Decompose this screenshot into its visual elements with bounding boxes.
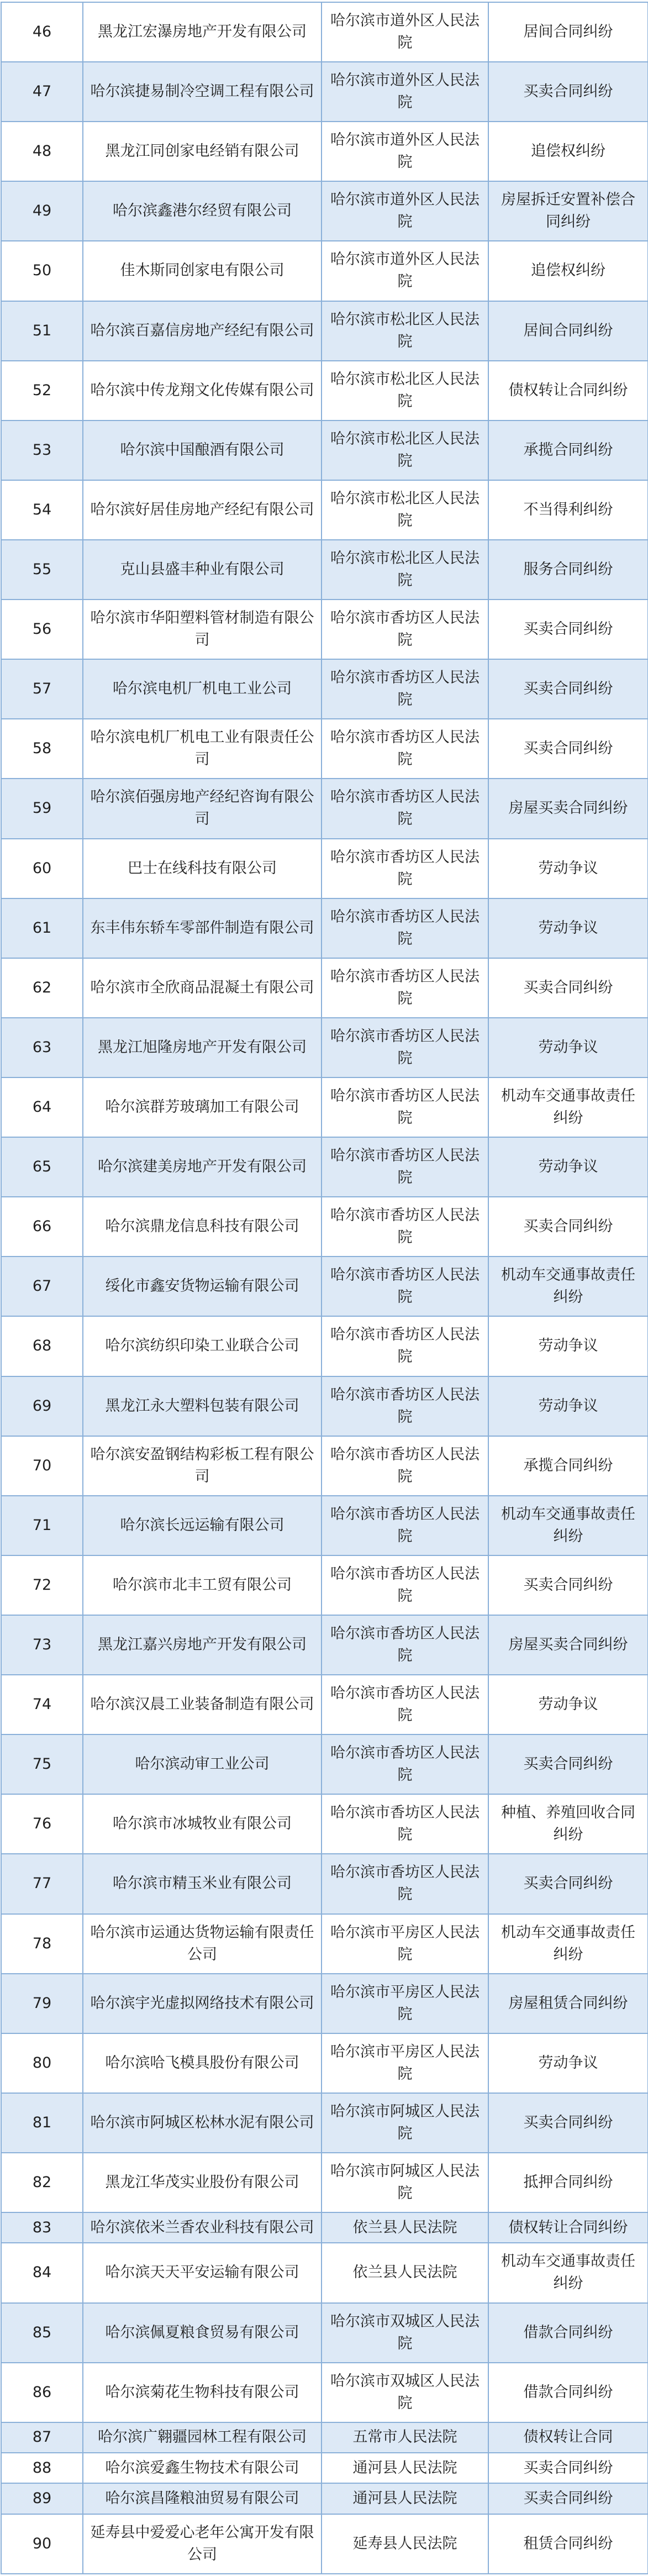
row-number: 79 bbox=[1, 1974, 83, 2033]
row-number: 74 bbox=[1, 1675, 83, 1734]
court-name: 哈尔滨市香坊区人民法院 bbox=[322, 1854, 488, 1913]
table-row bbox=[1, 659, 648, 719]
row-number: 83 bbox=[1, 2212, 83, 2243]
case-type: 债权转让合同纠纷 bbox=[488, 361, 648, 420]
court-name: 依兰县人民法院 bbox=[322, 2243, 488, 2302]
court-name: 哈尔滨市道外区人民法院 bbox=[322, 181, 488, 241]
case-type: 抵押合同纠纷 bbox=[488, 2153, 648, 2212]
case-type: 买卖合同纠纷 bbox=[488, 1555, 648, 1615]
company-name: 哈尔滨市全欣商品混凝土有限公司 bbox=[83, 958, 322, 1018]
case-type: 承揽合同纠纷 bbox=[488, 420, 648, 480]
court-name: 哈尔滨市香坊区人民法院 bbox=[322, 1137, 488, 1197]
court-name: 哈尔滨市双城区人民法院 bbox=[322, 2303, 488, 2363]
table-row bbox=[1, 898, 648, 958]
table-row bbox=[1, 839, 648, 898]
case-type: 劳动争议 bbox=[488, 1376, 648, 1436]
court-name: 哈尔滨市香坊区人民法院 bbox=[322, 1018, 488, 1077]
company-name: 哈尔滨市精玉米业有限公司 bbox=[83, 1854, 322, 1913]
row-number: 56 bbox=[1, 600, 83, 659]
row-number: 60 bbox=[1, 839, 83, 898]
row-number: 48 bbox=[1, 122, 83, 181]
court-name: 哈尔滨市香坊区人民法院 bbox=[322, 1675, 488, 1734]
court-name: 通河县人民法院 bbox=[322, 2453, 488, 2483]
row-number: 63 bbox=[1, 1018, 83, 1077]
case-type: 种植、养殖回收合同纠纷 bbox=[488, 1794, 648, 1854]
company-name: 绥化市鑫安货物运输有限公司 bbox=[83, 1257, 322, 1316]
company-name: 哈尔滨长远运输有限公司 bbox=[83, 1496, 322, 1555]
table-row bbox=[1, 1496, 648, 1555]
table-row bbox=[1, 420, 648, 480]
court-name: 哈尔滨市香坊区人民法院 bbox=[322, 1257, 488, 1316]
company-name: 哈尔滨天天平安运输有限公司 bbox=[83, 2243, 322, 2302]
row-number: 59 bbox=[1, 779, 83, 838]
company-name: 黑龙江旭隆房地产开发有限公司 bbox=[83, 1018, 322, 1077]
row-number: 84 bbox=[1, 2243, 83, 2302]
company-name: 哈尔滨鑫港尔经贸有限公司 bbox=[83, 181, 322, 241]
company-name: 哈尔滨市运通达货物运输有限责任公司 bbox=[83, 1914, 322, 1974]
case-type: 追偿权纠纷 bbox=[488, 241, 648, 301]
court-name: 哈尔滨市香坊区人民法院 bbox=[322, 898, 488, 958]
court-name: 哈尔滨市香坊区人民法院 bbox=[322, 1555, 488, 1615]
table-row bbox=[1, 181, 648, 241]
company-name: 哈尔滨市冰城牧业有限公司 bbox=[83, 1794, 322, 1854]
table-row bbox=[1, 1734, 648, 1794]
case-type: 买卖合同纠纷 bbox=[488, 659, 648, 719]
table-row bbox=[1, 1794, 648, 1854]
row-number: 67 bbox=[1, 1257, 83, 1316]
company-name: 哈尔滨动审工业公司 bbox=[83, 1734, 322, 1794]
company-name: 哈尔滨佩夏粮食贸易有限公司 bbox=[83, 2303, 322, 2363]
company-name: 克山县盛丰种业有限公司 bbox=[83, 540, 322, 600]
table-row bbox=[1, 2243, 648, 2302]
row-number: 75 bbox=[1, 1734, 83, 1794]
table-row bbox=[1, 1316, 648, 1376]
court-name: 哈尔滨市香坊区人民法院 bbox=[322, 1496, 488, 1555]
row-number: 49 bbox=[1, 181, 83, 241]
row-number: 85 bbox=[1, 2303, 83, 2363]
table-row bbox=[1, 2212, 648, 2243]
row-number: 77 bbox=[1, 1854, 83, 1913]
table-row bbox=[1, 2363, 648, 2422]
table-row bbox=[1, 301, 648, 361]
table-row bbox=[1, 2093, 648, 2153]
row-number: 76 bbox=[1, 1794, 83, 1854]
row-number: 70 bbox=[1, 1436, 83, 1496]
row-number: 54 bbox=[1, 480, 83, 540]
company-name: 哈尔滨中传龙翔文化传媒有限公司 bbox=[83, 361, 322, 420]
company-name: 哈尔滨依米兰香农业科技有限公司 bbox=[83, 2212, 322, 2243]
court-name: 哈尔滨市香坊区人民法院 bbox=[322, 659, 488, 719]
case-type: 追偿权纠纷 bbox=[488, 122, 648, 181]
row-number: 52 bbox=[1, 361, 83, 420]
case-list-table bbox=[1, 2, 648, 2574]
company-name: 哈尔滨佰强房地产经纪咨询有限公司 bbox=[83, 779, 322, 838]
court-name: 哈尔滨市道外区人民法院 bbox=[322, 2, 488, 62]
table-row bbox=[1, 779, 648, 838]
table-row bbox=[1, 1854, 648, 1913]
table-row bbox=[1, 1137, 648, 1197]
table-row bbox=[1, 480, 648, 540]
company-name: 哈尔滨市华阳塑料管材制造有限公司 bbox=[83, 600, 322, 659]
court-name: 哈尔滨市香坊区人民法院 bbox=[322, 1197, 488, 1257]
row-number: 57 bbox=[1, 659, 83, 719]
case-type: 机动车交通事故责任纠纷 bbox=[488, 1914, 648, 1974]
table-row bbox=[1, 122, 648, 181]
table-row bbox=[1, 1675, 648, 1734]
row-number: 78 bbox=[1, 1914, 83, 1974]
case-type: 买卖合同纠纷 bbox=[488, 958, 648, 1018]
court-name: 哈尔滨市香坊区人民法院 bbox=[322, 1615, 488, 1675]
case-list-body bbox=[1, 2, 648, 2574]
company-name: 哈尔滨市北丰工贸有限公司 bbox=[83, 1555, 322, 1615]
company-name: 哈尔滨哈飞模具股份有限公司 bbox=[83, 2033, 322, 2093]
case-type: 居间合同纠纷 bbox=[488, 2, 648, 62]
case-type: 劳动争议 bbox=[488, 1316, 648, 1376]
case-type: 服务合同纠纷 bbox=[488, 540, 648, 600]
table-row bbox=[1, 2453, 648, 2483]
court-name: 哈尔滨市香坊区人民法院 bbox=[322, 1436, 488, 1496]
case-type: 不当得利纠纷 bbox=[488, 480, 648, 540]
row-number: 88 bbox=[1, 2453, 83, 2483]
table-row bbox=[1, 1257, 648, 1316]
case-type: 债权转让合同纠纷 bbox=[488, 2212, 648, 2243]
court-name: 哈尔滨市松北区人民法院 bbox=[322, 540, 488, 600]
table-row bbox=[1, 540, 648, 600]
court-name: 哈尔滨市松北区人民法院 bbox=[322, 480, 488, 540]
company-name: 黑龙江永大塑料包装有限公司 bbox=[83, 1376, 322, 1436]
company-name: 哈尔滨菊花生物科技有限公司 bbox=[83, 2363, 322, 2422]
company-name: 哈尔滨群芳玻璃加工有限公司 bbox=[83, 1077, 322, 1137]
row-number: 69 bbox=[1, 1376, 83, 1436]
court-name: 哈尔滨市道外区人民法院 bbox=[322, 122, 488, 181]
company-name: 哈尔滨建美房地产开发有限公司 bbox=[83, 1137, 322, 1197]
case-type: 承揽合同纠纷 bbox=[488, 1436, 648, 1496]
company-name: 哈尔滨爱鑫生物技术有限公司 bbox=[83, 2453, 322, 2483]
court-name: 五常市人民法院 bbox=[322, 2422, 488, 2453]
case-type: 买卖合同纠纷 bbox=[488, 600, 648, 659]
row-number: 82 bbox=[1, 2153, 83, 2212]
table-row bbox=[1, 1018, 648, 1077]
table-row bbox=[1, 2303, 648, 2363]
court-name: 哈尔滨市平房区人民法院 bbox=[322, 2033, 488, 2093]
table-row bbox=[1, 62, 648, 122]
table-row bbox=[1, 1914, 648, 1974]
court-name: 哈尔滨市平房区人民法院 bbox=[322, 1914, 488, 1974]
case-type: 买卖合同纠纷 bbox=[488, 2093, 648, 2153]
case-type: 居间合同纠纷 bbox=[488, 301, 648, 361]
company-name: 延寿县中爱爱心老年公寓开发有限公司 bbox=[83, 2514, 322, 2574]
table-row bbox=[1, 1615, 648, 1675]
case-type: 房屋买卖合同纠纷 bbox=[488, 779, 648, 838]
court-name: 哈尔滨市香坊区人民法院 bbox=[322, 1316, 488, 1376]
court-name: 哈尔滨市香坊区人民法院 bbox=[322, 1794, 488, 1854]
company-name: 哈尔滨好居佳房地产经纪有限公司 bbox=[83, 480, 322, 540]
case-type: 借款合同纠纷 bbox=[488, 2363, 648, 2422]
company-name: 哈尔滨鼎龙信息科技有限公司 bbox=[83, 1197, 322, 1257]
case-type: 劳动争议 bbox=[488, 898, 648, 958]
case-type: 劳动争议 bbox=[488, 839, 648, 898]
court-name: 哈尔滨市松北区人民法院 bbox=[322, 420, 488, 480]
court-name: 哈尔滨市平房区人民法院 bbox=[322, 1974, 488, 2033]
case-type: 买卖合同纠纷 bbox=[488, 719, 648, 779]
table-row bbox=[1, 241, 648, 301]
company-name: 佳木斯同创家电有限公司 bbox=[83, 241, 322, 301]
row-number: 65 bbox=[1, 1137, 83, 1197]
company-name: 哈尔滨电机厂机电工业有限责任公司 bbox=[83, 719, 322, 779]
row-number: 68 bbox=[1, 1316, 83, 1376]
row-number: 73 bbox=[1, 1615, 83, 1675]
court-name: 依兰县人民法院 bbox=[322, 2212, 488, 2243]
table-row bbox=[1, 1974, 648, 2033]
row-number: 64 bbox=[1, 1077, 83, 1137]
company-name: 哈尔滨捷易制冷空调工程有限公司 bbox=[83, 62, 322, 122]
row-number: 46 bbox=[1, 2, 83, 62]
court-name: 哈尔滨市道外区人民法院 bbox=[322, 241, 488, 301]
court-name: 哈尔滨市松北区人民法院 bbox=[322, 361, 488, 420]
row-number: 58 bbox=[1, 719, 83, 779]
court-name: 哈尔滨市双城区人民法院 bbox=[322, 2363, 488, 2422]
table-row bbox=[1, 600, 648, 659]
court-name: 哈尔滨市香坊区人民法院 bbox=[322, 719, 488, 779]
court-name: 哈尔滨市香坊区人民法院 bbox=[322, 1376, 488, 1436]
row-number: 80 bbox=[1, 2033, 83, 2093]
court-name: 通河县人民法院 bbox=[322, 2483, 488, 2514]
company-name: 哈尔滨昌隆粮油贸易有限公司 bbox=[83, 2483, 322, 2514]
row-number: 89 bbox=[1, 2483, 83, 2514]
case-type: 房屋拆迁安置补偿合同纠纷 bbox=[488, 181, 648, 241]
case-type: 劳动争议 bbox=[488, 2033, 648, 2093]
table-row bbox=[1, 1555, 648, 1615]
case-type: 买卖合同纠纷 bbox=[488, 62, 648, 122]
row-number: 71 bbox=[1, 1496, 83, 1555]
court-name: 哈尔滨市松北区人民法院 bbox=[322, 301, 488, 361]
table-row bbox=[1, 2, 648, 62]
table-row bbox=[1, 958, 648, 1018]
case-type: 劳动争议 bbox=[488, 1675, 648, 1734]
row-number: 86 bbox=[1, 2363, 83, 2422]
row-number: 72 bbox=[1, 1555, 83, 1615]
case-type: 买卖合同纠纷 bbox=[488, 1197, 648, 1257]
case-type: 买卖合同纠纷 bbox=[488, 2483, 648, 2514]
row-number: 50 bbox=[1, 241, 83, 301]
company-name: 黑龙江嘉兴房地产开发有限公司 bbox=[83, 1615, 322, 1675]
company-name: 东丰伟东轿车零部件制造有限公司 bbox=[83, 898, 322, 958]
table-row bbox=[1, 1376, 648, 1436]
company-name: 哈尔滨市阿城区松林水泥有限公司 bbox=[83, 2093, 322, 2153]
court-name: 哈尔滨市道外区人民法院 bbox=[322, 62, 488, 122]
company-name: 哈尔滨百嘉信房地产经纪有限公司 bbox=[83, 301, 322, 361]
case-type: 机动车交通事故责任纠纷 bbox=[488, 1496, 648, 1555]
row-number: 87 bbox=[1, 2422, 83, 2453]
company-name: 巴士在线科技有限公司 bbox=[83, 839, 322, 898]
table-row bbox=[1, 1436, 648, 1496]
company-name: 黑龙江同创家电经销有限公司 bbox=[83, 122, 322, 181]
case-type: 房屋租赁合同纠纷 bbox=[488, 1974, 648, 2033]
table-row bbox=[1, 1197, 648, 1257]
row-number: 53 bbox=[1, 420, 83, 480]
company-name: 哈尔滨汉晨工业装备制造有限公司 bbox=[83, 1675, 322, 1734]
company-name: 哈尔滨电机厂机电工业公司 bbox=[83, 659, 322, 719]
case-type: 机动车交通事故责任纠纷 bbox=[488, 1257, 648, 1316]
row-number: 47 bbox=[1, 62, 83, 122]
court-name: 哈尔滨市香坊区人民法院 bbox=[322, 600, 488, 659]
table-row bbox=[1, 2483, 648, 2514]
company-name: 哈尔滨纺织印染工业联合公司 bbox=[83, 1316, 322, 1376]
row-number: 81 bbox=[1, 2093, 83, 2153]
court-name: 哈尔滨市香坊区人民法院 bbox=[322, 958, 488, 1018]
table-row bbox=[1, 2422, 648, 2453]
court-name: 哈尔滨市香坊区人民法院 bbox=[322, 839, 488, 898]
row-number: 51 bbox=[1, 301, 83, 361]
table-row bbox=[1, 719, 648, 779]
table-row bbox=[1, 2033, 648, 2093]
case-type: 机动车交通事故责任纠纷 bbox=[488, 1077, 648, 1137]
row-number: 66 bbox=[1, 1197, 83, 1257]
table-row bbox=[1, 1077, 648, 1137]
court-name: 哈尔滨市阿城区人民法院 bbox=[322, 2153, 488, 2212]
case-type: 买卖合同纠纷 bbox=[488, 2453, 648, 2483]
case-type: 劳动争议 bbox=[488, 1018, 648, 1077]
row-number: 55 bbox=[1, 540, 83, 600]
company-name: 黑龙江华茂实业股份有限公司 bbox=[83, 2153, 322, 2212]
court-name: 哈尔滨市阿城区人民法院 bbox=[322, 2093, 488, 2153]
case-type: 债权转让合同 bbox=[488, 2422, 648, 2453]
company-name: 哈尔滨中国酿酒有限公司 bbox=[83, 420, 322, 480]
table-row bbox=[1, 361, 648, 420]
company-name: 哈尔滨广翱疆园林工程有限公司 bbox=[83, 2422, 322, 2453]
court-name: 哈尔滨市香坊区人民法院 bbox=[322, 1077, 488, 1137]
case-type: 劳动争议 bbox=[488, 1137, 648, 1197]
court-name: 哈尔滨市香坊区人民法院 bbox=[322, 1734, 488, 1794]
company-name: 哈尔滨安盈钢结构彩板工程有限公司 bbox=[83, 1436, 322, 1496]
case-type: 买卖合同纠纷 bbox=[488, 1854, 648, 1913]
case-type: 租赁合同纠纷 bbox=[488, 2514, 648, 2574]
company-name: 哈尔滨宇光虚拟网络技术有限公司 bbox=[83, 1974, 322, 2033]
case-type: 买卖合同纠纷 bbox=[488, 1734, 648, 1794]
court-name: 哈尔滨市香坊区人民法院 bbox=[322, 779, 488, 838]
company-name: 黑龙江宏瀑房地产开发有限公司 bbox=[83, 2, 322, 62]
table-row bbox=[1, 2514, 648, 2574]
row-number: 90 bbox=[1, 2514, 83, 2574]
case-type: 借款合同纠纷 bbox=[488, 2303, 648, 2363]
row-number: 61 bbox=[1, 898, 83, 958]
case-type: 房屋买卖合同纠纷 bbox=[488, 1615, 648, 1675]
case-type: 机动车交通事故责任纠纷 bbox=[488, 2243, 648, 2302]
table-row bbox=[1, 2153, 648, 2212]
court-name: 延寿县人民法院 bbox=[322, 2514, 488, 2574]
row-number: 62 bbox=[1, 958, 83, 1018]
